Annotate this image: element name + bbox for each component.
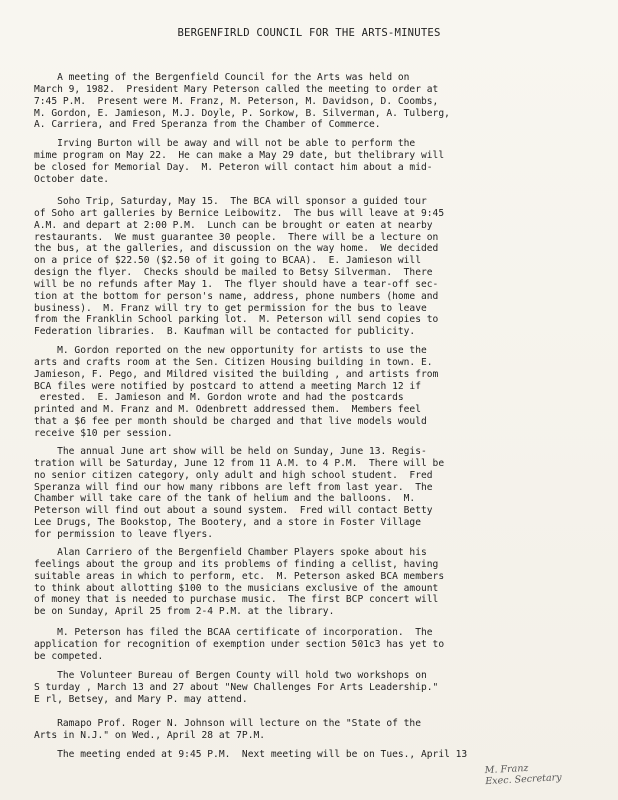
paragraph-mime-program: Irving Burton will be away and will not be able to perform the mime program on May 22. He can make a May 29 date, but thelibrary will be closed for Memorial Day. M. Peteron will contact him about a mid- October date. <box>34 138 445 185</box>
paragraph-soho-trip: Soho Trip, Saturday, May 15. The BCA will sponsor a guided tour of Soho art galleries by Bernice Leibowitz. The bus will leave at 9:45 A.M. and depart at 2:00 P.M. Lunch can be brought or eaten at nearby restaurants. We must guarantee 30 people. There will be a lecture on the bus, at the galleries, and discussion on the way home. We decided on a price of $22.50 ($2.50 of it going to BCAA). E. Jamieson will design the flyer. Checks should be mailed to Betsy Silverman. There will be no refunds after May 1. The flyer should have a tear-off sec- tion at the bottom for person's name, address, phone numbers (home and business). M. Franz will try to get permission for the bus to leave from the Franklin School parking lot. M. Peterson will send copies to Federation libraries. B. Kaufman will be contacted for publicity. <box>34 196 445 338</box>
handwritten-signature: M. Franz Exec. Secretary <box>484 762 562 788</box>
document-title: BERGENFIRLD COUNCIL FOR THE ARTS-MINUTES <box>177 27 441 39</box>
paragraph-adjournment: The meeting ended at 9:45 P.M. Next meeting will be on Tues., April 13 <box>34 749 468 760</box>
paragraph-june-show: The annual June art show will be held on Sunday, June 13. Regis- tration will be Saturday, June 12 from 11 A.M. to 4 P.M. There will be no senior citizen category, only adult and high school student. Fred Speranza will find our how many ribbons are left from last year. The Chamber will take care of the tank of helium and the balloons. M. Peterson will find out about a sound system. Fred will contact Betty Lee Drugs, The Bookstop, The Bootery, and a store in Foster Village for permission to leave flyers. <box>34 446 445 540</box>
paragraph-art-room: M. Gordon reported on the new opportunity for artists to use the arts and crafts room at the Sen. Citizen Housing building in town. E. Jamieson, F. Pego, and Mildred visited the building , and artists from BCA files were notified by postcard to attend a meeting March 12 if erested. E. Jamieson and M. Gordon wrote and had the postcards printed and M. Franz and M. Odenbrett addressed them. Members feel that a $6 fee per month should be charged and that live models would receive $10 per session. <box>34 345 439 439</box>
paragraph-workshops: The Volunteer Bureau of Bergen County will hold two workshops on S turday , March 13 and 27 about "New Challenges For Arts Leadership." E rl, Betsey, and Mary P. may attend. <box>34 670 439 705</box>
paragraph-lecture: Ramapo Prof. Roger N. Johnson will lecture on the "State of the Arts in N.J." on Wed., April 28 at 7P.M. <box>34 718 421 741</box>
paragraph-incorporation: M. Peterson has filed the BCAA certificate of incorporation. The application for recognition of exemption under section 501c3 has yet to be competed. <box>34 627 445 662</box>
paragraph-attendance: A meeting of the Bergenfield Council for the Arts was held on March 9, 1982. President Mary Peterson called the meeting to order at 7:45 P.M. Present were M. Franz, M. Peterson, M. Davidson, D. Coombs, M. Gordon, E. Jamieson, M.J. Doyle, P. Sorkow, B. Silverman, A. Tulberg, A. Carriera, and Fred Speranza from the Chamber of Commerce. <box>34 72 450 131</box>
paragraph-chamber-players: Alan Carriero of the Bergenfield Chamber Players spoke about his feelings about the group and its problems of finding a cellist, having suitable areas in which to perform, etc. M. Peterson asked BCA members to think about allotting $100 to the musicians exclusive of the amount of money that is needed to purchase music. The first BCP concert will be on Sunday, April 25 from 2-4 P.M. at the library. <box>34 547 445 618</box>
